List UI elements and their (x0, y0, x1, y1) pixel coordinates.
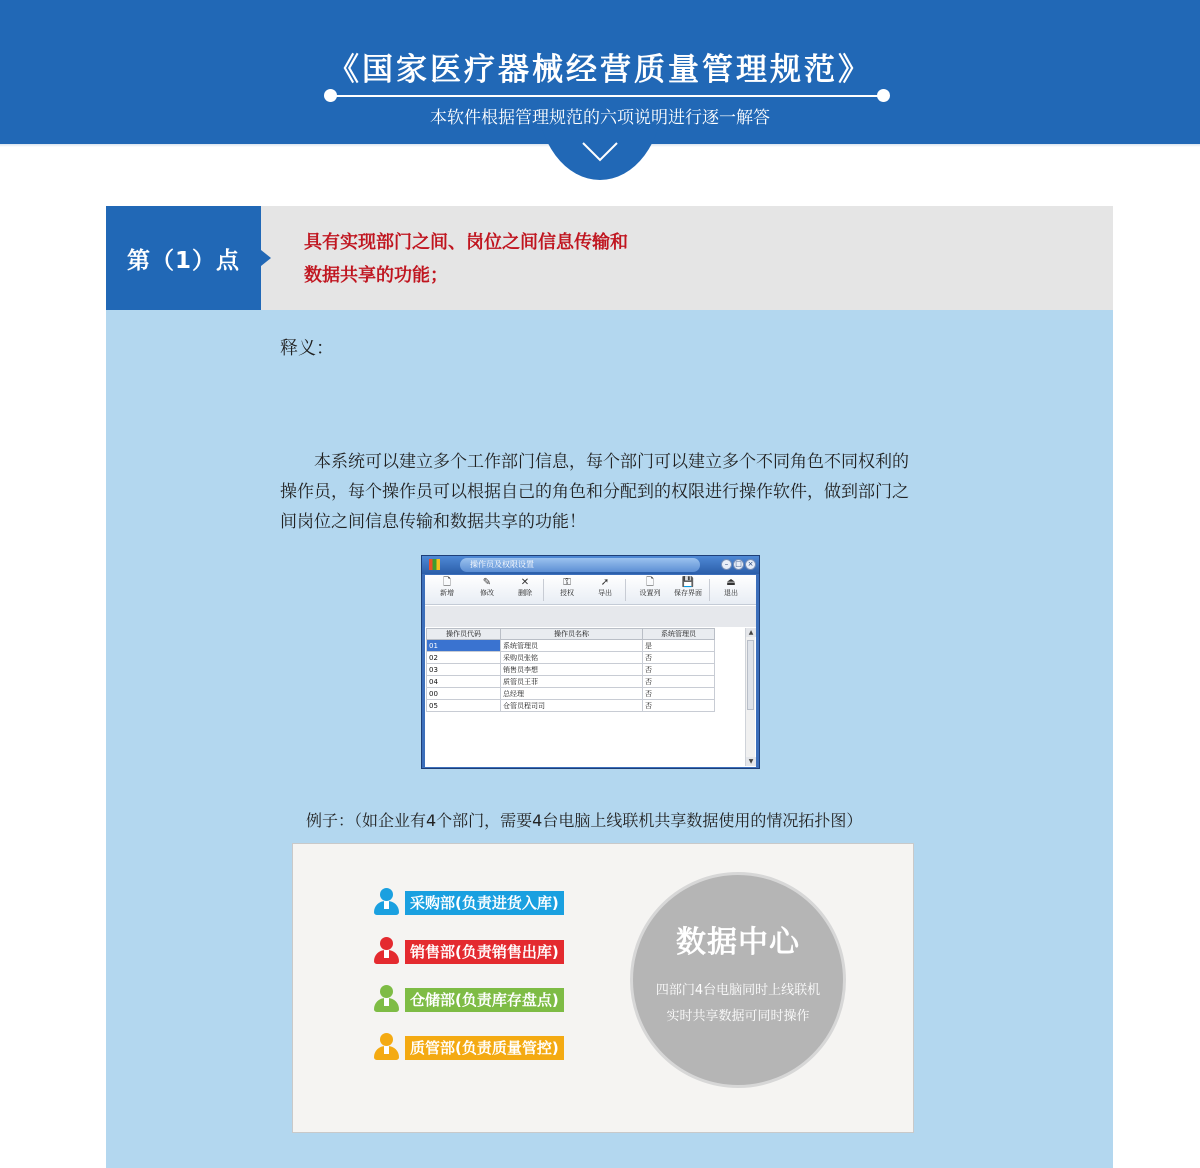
title-divider (330, 95, 884, 97)
operator-permission-window (421, 555, 760, 769)
data-center-circle (630, 872, 846, 1088)
operator-table (426, 628, 744, 766)
table-row[interactable] (427, 700, 715, 712)
export-button[interactable] (593, 577, 617, 598)
cell-admin[interactable]: 否 (643, 688, 715, 700)
minimize-icon[interactable]: – (721, 559, 732, 570)
close-icon[interactable]: × (745, 559, 756, 570)
cell-code[interactable]: 04 (427, 676, 501, 688)
exit-button[interactable] (719, 577, 743, 598)
cell-admin[interactable]: 是 (643, 640, 715, 652)
delete-button[interactable] (513, 577, 537, 598)
window-title: 操作员及权限设置 (470, 560, 534, 569)
cell-code[interactable]: 00 (427, 688, 501, 700)
table-row[interactable] (427, 676, 715, 688)
explanation-text: 本系统可以建立多个工作部门信息，每个部门可以建立多个不同角色不同权利的操作员，每个操作员可以根据自己的角色和分配到的权限进行操作软件，做到部门之间岗位之间信息传输和数据共享的功能！ (280, 452, 909, 532)
authorize-label: 授权 (560, 589, 574, 597)
edit-label: 修改 (480, 589, 494, 597)
divider-dot-right (877, 89, 890, 102)
cell-code[interactable]: 02 (427, 652, 501, 664)
cell-admin[interactable]: 否 (643, 652, 715, 664)
point-number-label: 第（1）点 (106, 206, 261, 310)
delete-label: 删除 (518, 589, 532, 597)
data-center-line-2: 实时共享数据可同时操作 (666, 1009, 810, 1024)
export-icon: ➚ (600, 577, 610, 588)
cell-name[interactable]: 销售员李想 (501, 664, 643, 676)
point-description (304, 226, 628, 292)
cell-name[interactable]: 采购员张铭 (501, 652, 643, 664)
user-icon (371, 935, 401, 969)
scroll-thumb[interactable] (747, 640, 754, 710)
exit-icon: ⏏ (726, 577, 736, 588)
delete-icon: ✕ (520, 577, 530, 588)
filter-bar (425, 606, 756, 627)
save-layout-button[interactable] (669, 577, 707, 598)
set-columns-icon: 🗋 (645, 577, 655, 588)
divider-dot-left (324, 89, 337, 102)
cell-code[interactable]: 03 (427, 664, 501, 676)
column-header-name[interactable]: 操作员名称 (501, 629, 643, 640)
cell-code[interactable]: 01 (427, 640, 501, 652)
user-icon (371, 983, 401, 1017)
point-line-2: 数据共享的功能； (304, 265, 448, 286)
window-toolbar (425, 575, 756, 605)
department-label: 质管部(负责质量管控) (405, 1036, 564, 1060)
topology-diagram (292, 843, 914, 1133)
user-icon (371, 886, 401, 920)
set-columns-button[interactable] (635, 577, 665, 598)
cell-name[interactable]: 仓管员程司司 (501, 700, 643, 712)
exit-label: 退出 (724, 589, 738, 597)
edit-button[interactable] (475, 577, 499, 598)
explanation-label: 释义： (280, 338, 334, 359)
user-icon (371, 1031, 401, 1065)
page-title: 《国家医疗器械经营质量管理规范》 (328, 52, 872, 88)
point-line-1: 具有实现部门之间、岗位之间信息传输和 (304, 232, 628, 253)
cell-name[interactable]: 总经理 (501, 688, 643, 700)
cell-name[interactable]: 系统管理员 (501, 640, 643, 652)
set-columns-label: 设置列 (639, 589, 661, 597)
cell-admin[interactable]: 否 (643, 700, 715, 712)
toolbar-separator (709, 579, 710, 601)
save-layout-icon: 💾 (681, 577, 695, 588)
edit-icon: ✎ (482, 577, 492, 588)
window-titlebar (422, 556, 759, 574)
new-icon: 🗋 (442, 577, 452, 588)
vertical-scrollbar[interactable] (745, 628, 755, 766)
department-label: 销售部(负责销售出库) (405, 940, 564, 964)
column-header-admin[interactable]: 系统管理员 (643, 629, 715, 640)
table-row[interactable] (427, 640, 715, 652)
table-row[interactable] (427, 652, 715, 664)
data-center-title: 数据中心 (676, 925, 800, 960)
page-subtitle: 本软件根据管理规范的六项说明进行逐一解答 (430, 108, 770, 128)
scroll-down-icon[interactable]: ▼ (746, 757, 756, 766)
cell-admin[interactable]: 否 (643, 676, 715, 688)
cell-name[interactable]: 质管员王菲 (501, 676, 643, 688)
point-heading (106, 206, 1113, 310)
new-label: 新增 (440, 589, 454, 597)
toolbar-separator (625, 579, 626, 601)
point-arrow (261, 250, 271, 266)
table-row[interactable] (427, 664, 715, 676)
department-warehouse (371, 987, 564, 1013)
example-label: 例子：（如企业有4个部门，需要4台电脑上线联机共享数据使用的情况拓扑图） (306, 811, 863, 830)
toolbar-separator (543, 579, 544, 601)
chevron-down-icon (581, 140, 619, 164)
department-quality (371, 1035, 564, 1061)
column-header-code[interactable]: 操作员代码 (427, 629, 501, 640)
save-layout-label: 保存界面 (674, 589, 702, 597)
department-purchasing (371, 890, 564, 916)
cell-code[interactable]: 05 (427, 700, 501, 712)
maximize-icon[interactable]: □ (733, 559, 744, 570)
department-label: 仓储部(负责库存盘点) (405, 988, 564, 1012)
department-sales (371, 939, 564, 965)
table-header-row (427, 629, 715, 640)
authorize-button[interactable] (555, 577, 579, 598)
department-label: 采购部(负责进货入库) (405, 891, 564, 915)
scroll-up-icon[interactable]: ▲ (746, 628, 756, 637)
window-body (425, 575, 756, 767)
app-icon (429, 559, 440, 570)
data-center-line-1: 四部门4台电脑同时上线联机 (655, 983, 821, 998)
new-button[interactable] (435, 577, 459, 598)
authorize-icon: ⚿ (563, 577, 571, 588)
cell-admin[interactable]: 否 (643, 664, 715, 676)
export-label: 导出 (598, 589, 612, 597)
table-row[interactable] (427, 688, 715, 700)
